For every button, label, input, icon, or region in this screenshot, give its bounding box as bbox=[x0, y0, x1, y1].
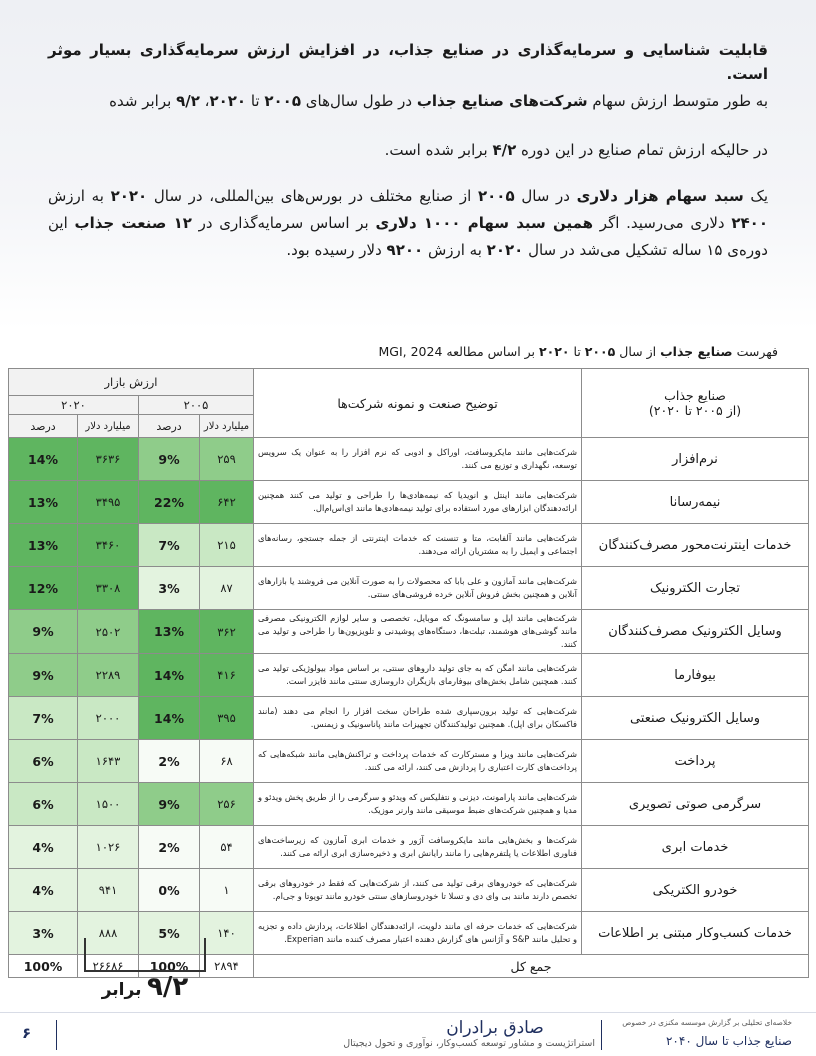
text-run: در حالیکه ارزش تمام صنایع در این دوره bbox=[516, 141, 768, 159]
percent-2005: 14% bbox=[139, 697, 200, 740]
value-2020: ۹۴۱ bbox=[78, 869, 139, 912]
industry-description: شرکت‌هایی مانند آلفابت، متا و تنسنت که خدمات اینترنتی از جمله جستجو، رسانه‌های اجتماعی و ایمیل را به مشتریان ارائه می‌دهند. bbox=[254, 524, 582, 567]
text-run: دلار رسیده بود. bbox=[286, 241, 387, 259]
value-2020: ۳۶۳۶ bbox=[78, 438, 139, 481]
value-2005: ۵۴ bbox=[200, 826, 254, 869]
report-description: خلاصه‌ای تحلیلی بر گزارش موسسه مکنزی در خصوص bbox=[622, 1018, 792, 1027]
industry-name: خدمات اینترنت‌محور مصرف‌کنندگان bbox=[582, 524, 809, 567]
percent-2005: 22% bbox=[139, 481, 200, 524]
percent-2020: 6% bbox=[9, 783, 78, 826]
text-run: از صنایع مختلف در بورس‌های بین‌المللی، در سال bbox=[147, 187, 478, 205]
text-run: ۲۰۲۰ bbox=[486, 241, 524, 259]
percent-2005: 7% bbox=[139, 524, 200, 567]
value-2020: ۸۸۸ bbox=[78, 912, 139, 955]
brand-logo: صادق برادران bbox=[446, 1018, 544, 1038]
intro-text: قابلیت شناسایی و سرمایه‌گذاری در صنایع جذاب، در افزایش ارزش سرمایه‌گذاری بسیار موثر است. bbox=[48, 41, 768, 83]
text-run: یک bbox=[743, 187, 768, 205]
text-run: ۹۲۰۰ bbox=[386, 241, 424, 259]
industry-description: شرکت‌هایی مانند ویزا و مسترکارت که خدمات پرداخت و تراکنش‌هایی مانند شبکه‌هایی که پرداخت‌های کارت اعتباری را پردازش می کنند، ارائه می کنند. bbox=[254, 740, 582, 783]
percent-2020: 4% bbox=[9, 826, 78, 869]
text-run: از سال bbox=[615, 344, 661, 359]
industry-name: تجارت الکترونیک bbox=[582, 567, 809, 610]
text-run: همین سبد سهام ۱۰۰۰ دلاری bbox=[375, 214, 594, 232]
header-billion-2020 bbox=[78, 415, 139, 438]
header-description bbox=[254, 369, 582, 438]
year-label: ۲۰۰۵ bbox=[183, 398, 209, 412]
brand-tagline: استراتژیست و مشاور توسعه کسب‌وکار، نوآوری و تحول دیجیتال bbox=[343, 1038, 595, 1049]
value-2020: ۳۳۰۸ bbox=[78, 567, 139, 610]
text-run: ، bbox=[199, 92, 210, 110]
total-percent-2020: 100% bbox=[9, 955, 78, 978]
value-2005: ۶۸ bbox=[200, 740, 254, 783]
table-row bbox=[9, 783, 809, 826]
multiplier-label: برابر bbox=[101, 980, 142, 1000]
industry-description: شرکت‌هایی مانند پارامونت، دیزنی و نتفلیکس که ویدئو و سرگرمی را از طریق پخش ویدئو و مدیا و همچنین شرکت‌های ضبط موسیقی مانند وارنر موزیک. bbox=[254, 783, 582, 826]
table-row bbox=[9, 438, 809, 481]
industry-name: سرگرمی صوتی تصویری bbox=[582, 783, 809, 826]
text-run: فهرست bbox=[732, 344, 778, 359]
header-market-value-label: ارزش بازار bbox=[104, 375, 158, 389]
table-body bbox=[9, 438, 809, 978]
table-row bbox=[9, 826, 809, 869]
total-percent-2005: 100% bbox=[139, 955, 200, 978]
value-2005: ۱۴۰ bbox=[200, 912, 254, 955]
percent-2020: 3% bbox=[9, 912, 78, 955]
text-run: ۲۰۰۵ bbox=[584, 344, 616, 359]
value-2020: ۳۴۶۰ bbox=[78, 524, 139, 567]
table-caption bbox=[230, 344, 778, 359]
footer-separator bbox=[601, 1020, 602, 1050]
sub-label: درصد bbox=[30, 419, 56, 433]
text-run: تا bbox=[246, 92, 265, 110]
percent-2020: 13% bbox=[9, 524, 78, 567]
sub-label: میلیارد دلار bbox=[203, 420, 250, 432]
value-2005: ۲۵۹ bbox=[200, 438, 254, 481]
value-2005: ۴۱۶ bbox=[200, 654, 254, 697]
table-row bbox=[9, 567, 809, 610]
total-value-2020: ۲۶۶۸۶ bbox=[78, 955, 139, 978]
text-run: به ارزش bbox=[423, 241, 487, 259]
percent-2005: 2% bbox=[139, 826, 200, 869]
value-2005: ۸۷ bbox=[200, 567, 254, 610]
text-run: ۲۰۰۵ bbox=[264, 92, 301, 110]
header-year-2020 bbox=[9, 396, 139, 415]
industry-description: شرکت‌هایی مانند اپل و سامسونگ که موبایل، تخصصی و سایر لوازم الکترونیکی مصرفی مانند گوشی‌های هوشمند، تبلت‌ها، دستگاه‌های پوشیدنی و تلویزیون‌ها را طراحی و تولید می کنند. bbox=[254, 610, 582, 654]
percent-2020: 7% bbox=[9, 697, 78, 740]
text-run: تا bbox=[569, 344, 585, 359]
table-row bbox=[9, 697, 809, 740]
industry-name: وسایل الکترونیک صنعتی bbox=[582, 697, 809, 740]
header-percent-2020 bbox=[9, 415, 78, 438]
industry-description: شرکت‌هایی مانند امگن که به جای تولید داروهای سنتی، بر اساس مواد بیولوژیکی تولید می کنند. همچنین شامل بخش‌های بیوفارمای بازیگران داروسازی سنتی مانند فایزر است. bbox=[254, 654, 582, 697]
growth-paragraph bbox=[48, 88, 768, 115]
intro-paragraph bbox=[48, 38, 768, 86]
header-market-value bbox=[9, 369, 254, 396]
text-run: دلاری می‌رسید. اگر bbox=[593, 214, 732, 232]
industry-description: شرکت‌هایی که خودروهای برقی تولید می کنند، از شرکت‌هایی که فقط در خودروهای برقی تخصص دارند مانند بی وای دی و تسلا تا خودروسازهای سنتی خودرو مانند تویوتا و جی‌ام. bbox=[254, 869, 582, 912]
percent-2005: 9% bbox=[139, 783, 200, 826]
table-row bbox=[9, 481, 809, 524]
report-title: صنایع جذاب تا سال ۲۰۴۰ bbox=[665, 1034, 792, 1048]
header-description-label: توضیح صنعت و نمونه شرکت‌ها bbox=[337, 395, 498, 411]
footer-separator bbox=[56, 1020, 57, 1050]
table-row bbox=[9, 654, 809, 697]
industry-description: شرکت‌هایی که تولید برون‌سپاری شده طراحان سخت افزار را انجام می دهند (مانند فاکسکان برای اپل). همچنین تولیدکنندگان تجهیزات مانند پاناسونیک و زیمنس. bbox=[254, 697, 582, 740]
industry-name: پرداخت bbox=[582, 740, 809, 783]
value-2005: ۶۴۲ bbox=[200, 481, 254, 524]
percent-2005: 2% bbox=[139, 740, 200, 783]
value-2020: ۱۰۲۶ bbox=[78, 826, 139, 869]
industry-name: بیوفارما bbox=[582, 654, 809, 697]
text-run: در طول سال‌های bbox=[301, 92, 417, 110]
text-run: این دوره‌ی ۱۵ ساله تشکیل می‌شد در سال bbox=[48, 214, 768, 259]
text-run: بر اساس مطالعه MGI, 2024 bbox=[378, 344, 539, 359]
text-run: برابر شده bbox=[109, 92, 177, 110]
footer-divider bbox=[0, 1012, 816, 1013]
text-run: شرکت‌های صنایع جذاب bbox=[416, 92, 588, 110]
industry-name: خدمات کسب‌وکار مبتنی بر اطلاعات bbox=[582, 912, 809, 955]
comparison-bracket bbox=[84, 938, 206, 972]
text-run: به ارزش bbox=[48, 187, 111, 205]
header-industry bbox=[582, 369, 809, 438]
growth-multiplier bbox=[80, 972, 210, 1002]
multiplier-value: ۹/۲ bbox=[147, 972, 189, 1002]
total-label: جمع کل bbox=[254, 955, 809, 978]
industry-description: شرکت‌هایی مانند اینتل و انویدیا که نیمه‌هادی‌ها را طراحی و تولید می کنند همچنین ارائه‌دهندگان ابزارهای مورد استفاده برای تولید نیمه‌هادی‌ها مانند ای‌اس‌ام‌ال. bbox=[254, 481, 582, 524]
table-row bbox=[9, 869, 809, 912]
industry-description: شرکت‌هایی مانند مایکروسافت، اوراکل و ادوبی که نرم افزار را به عنوان یک سرویس توسعه، نگهداری و توزیع می کنند. bbox=[254, 438, 582, 481]
sub-label: میلیارد دلار bbox=[85, 420, 131, 432]
text-run: ۲۰۲۰ bbox=[110, 187, 148, 205]
text-run: سبد سهام هزار دلاری bbox=[576, 187, 744, 205]
value-2005: ۳۶۲ bbox=[200, 610, 254, 654]
text-run: صنایع جذاب bbox=[660, 344, 733, 359]
value-2005: ۲۵۶ bbox=[200, 783, 254, 826]
table-row bbox=[9, 740, 809, 783]
text-run: ۲۴۰۰ bbox=[731, 214, 768, 232]
industry-description: شرکت‌ها و بخش‌هایی مانند مایکروسافت آژور و خدمات ابری آمازون که زیرساخت‌های فناوری اطلاعات یا پلتفرم‌هایی را مانند رایانش ابری و ذخیره‌سازی ابری ارائه می کنند. bbox=[254, 826, 582, 869]
value-2020: ۲۰۰۰ bbox=[78, 697, 139, 740]
value-2005: ۲۱۵ bbox=[200, 524, 254, 567]
value-2020: ۲۲۸۹ bbox=[78, 654, 139, 697]
percent-2020: 13% bbox=[9, 481, 78, 524]
percent-2005: 0% bbox=[139, 869, 200, 912]
percent-2020: 14% bbox=[9, 438, 78, 481]
text-run: در سال bbox=[514, 187, 577, 205]
table-row bbox=[9, 524, 809, 567]
header-billion-2005 bbox=[200, 415, 254, 438]
percent-2005: 3% bbox=[139, 567, 200, 610]
value-2020: ۱۵۰۰ bbox=[78, 783, 139, 826]
header-industry-range: (از ۲۰۰۵ تا ۲۰۲۰) bbox=[648, 403, 742, 418]
industries-table bbox=[8, 368, 809, 978]
percent-2005: 9% bbox=[139, 438, 200, 481]
industry-description: شرکت‌هایی که خدمات حرفه ای مانند دلویت، ارائه‌دهندگان اطلاعات، پردازش داده و تجزیه و تحلیل مانند S&P و آژانس های گزارش دهنده اعتبار مصرف کننده مانند Experian. bbox=[254, 912, 582, 955]
year-label: ۲۰۲۰ bbox=[61, 398, 86, 412]
header-year-2005 bbox=[139, 396, 254, 415]
text-run: ۲۰۰۵ bbox=[478, 187, 515, 205]
text-run: به طور متوسط ارزش سهام bbox=[587, 92, 768, 110]
text-run: ۱۲ صنعت جذاب bbox=[74, 214, 192, 232]
industry-name: نرم‌افزار bbox=[582, 438, 809, 481]
text-run: ۲۰۲۰ bbox=[539, 344, 570, 359]
value-2020: ۲۵۰۲ bbox=[78, 610, 139, 654]
text-run: ۲۰۲۰ bbox=[209, 92, 247, 110]
header-industry-label: صنایع جذاب bbox=[664, 388, 726, 403]
text-run: ۴/۲ bbox=[492, 141, 517, 159]
total-value-2005: ۲۸۹۴ bbox=[200, 955, 254, 978]
header-percent-2005 bbox=[139, 415, 200, 438]
value-2005: ۳۹۵ bbox=[200, 697, 254, 740]
page-number: ۶ bbox=[22, 1024, 32, 1042]
percent-2020: 6% bbox=[9, 740, 78, 783]
value-2020: ۱۶۴۳ bbox=[78, 740, 139, 783]
percent-2020: 12% bbox=[9, 567, 78, 610]
text-run: ۹/۲ bbox=[176, 92, 200, 110]
percent-2020: 9% bbox=[9, 610, 78, 654]
value-2005: ۱ bbox=[200, 869, 254, 912]
portfolio-paragraph bbox=[48, 183, 768, 264]
text-run: بر اساس سرمایه‌گذاری در bbox=[191, 214, 376, 232]
percent-2005: 5% bbox=[139, 912, 200, 955]
industry-name: خودرو الکتریکی bbox=[582, 869, 809, 912]
percent-2005: 14% bbox=[139, 654, 200, 697]
text-run: برابر شده است. bbox=[384, 141, 493, 159]
percent-2020: 9% bbox=[9, 654, 78, 697]
percent-2020: 4% bbox=[9, 869, 78, 912]
percent-2005: 13% bbox=[139, 610, 200, 654]
industry-name: نیمه‌رسانا bbox=[582, 481, 809, 524]
industry-name: وسایل الکترونیک مصرف‌کنندگان bbox=[582, 610, 809, 654]
industry-description: شرکت‌هایی مانند آمازون و علی بابا که محصولات را به صورت آنلاین می فروشند یا بازارهای آنلاین و همچنین بخش فروش آنلاین خرده فروشی‌های سنتی. bbox=[254, 567, 582, 610]
sub-label: درصد bbox=[156, 419, 182, 433]
value-2020: ۳۴۹۵ bbox=[78, 481, 139, 524]
growth-paragraph-2 bbox=[48, 138, 768, 162]
industry-name: خدمات ابری bbox=[582, 826, 809, 869]
table-row bbox=[9, 610, 809, 654]
